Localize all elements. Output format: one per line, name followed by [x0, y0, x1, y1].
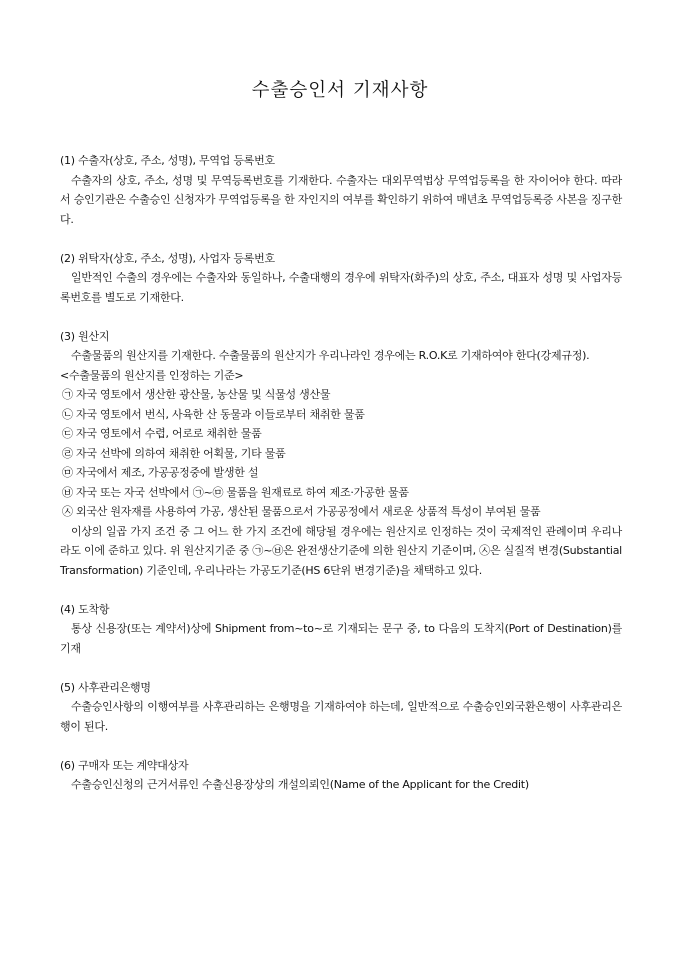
section-origin [60, 327, 622, 581]
criteria-list [60, 385, 622, 522]
section-paragraph: 수출자의 상호, 주소, 성명 및 무역등록번호를 기재한다. 수출자는 대외무역법상 무역업등록을 한 자이어야 한다. 따라서 승인기관은 수출승인 신청자가 무역업등록을 한 자인지의 여부를 확인하기 위하여 매년초 무역업등록증 사본을 징구한다. [60, 173, 622, 226]
section-heading: (3) 원산지 [60, 329, 110, 343]
section-paragraph: 수출승인사항의 이행여부를 사후관리하는 은행명을 기재하여야 하는데, 일반적으로 수출승인외국환은행이 사후관리은행이 된다. [60, 700, 622, 733]
section-paragraph: 일반적인 수출의 경우에는 수출자와 동일하나, 수출대행의 경우에 위탁자(화주)의 상호, 주소, 대표자 성명 및 사업자등록번호를 별도로 기재한다. [60, 271, 622, 304]
section-heading: (6) 구매자 또는 계약대상자 [60, 758, 189, 772]
section-paragraph: 통상 신용장(또는 계약서)상에 Shipment from~to~로 기재되는 문구 중, to 다음의 도착지(Port of Destination)를 기재 [60, 622, 622, 655]
section-heading: (2) 위탁자(상호, 주소, 성명), 사업자 등록번호 [60, 251, 275, 265]
section-heading: (5) 사후관리은행명 [60, 680, 151, 694]
section-paragraph: 수출물품의 원산지를 기재한다. 수출물품의 원산지가 우리나라인 경우에는 R.O.K로 기재하여야 한다(강제규정). [71, 349, 590, 362]
criteria-item: ㉦ 외국산 원자재를 사용하여 가공, 생산된 물품으로서 가공공정에서 새로운 상품적 특성이 부여된 물품 [62, 505, 541, 518]
section-paragraph: 수출승인신청의 근거서류인 수출신용장상의 개설의뢰인(Name of the Applicant for the Credit) [71, 778, 529, 791]
criteria-title: <수출물품의 원산지를 인정하는 기준> [60, 368, 244, 382]
criteria-item: ㉣ 자국 선박에 의하여 채취한 어획물, 기타 물품 [62, 446, 286, 460]
section-heading: (1) 수출자(상호, 주소, 성명), 무역업 등록번호 [60, 154, 275, 167]
document-title: 수출승인서 기재사항 [251, 80, 429, 101]
criteria-item: ㉥ 자국 또는 자국 선박에서 ㉠~㉤ 물품을 원재료로 하여 제조·가공한 물품 [62, 485, 409, 499]
section-closing-paragraph: 이상의 일곱 가지 조건 중 그 어느 한 가지 조건에 해당될 경우에는 원산지로 인정하는 것이 국제적인 관례이며 우리나라도 이에 준하고 있다. 위 원산지기준 중 ㉠~㉥은 완전생산기준에 의한 원산지 기준이며, ㉦은 실질적 변경(Substantial Transformation) 기준인데, 우리나라는 가공도기준(HS 6단위 변경기준)을 채택하고 있다. [60, 524, 622, 577]
section-exporter [60, 151, 622, 229]
section-managing-bank [60, 678, 622, 737]
section-buyer [60, 756, 622, 795]
section-heading: (4) 도착항 [60, 602, 110, 616]
document-body [60, 151, 622, 814]
criteria-item: ㉢ 자국 영토에서 수렵, 어로로 채취한 물품 [62, 427, 262, 440]
section-destination-port [60, 600, 622, 659]
criteria-item: ㉤ 자국에서 제조, 가공공정중에 발생한 설 [62, 466, 259, 479]
criteria-item: ㉡ 자국 영토에서 번식, 사육한 산 동물과 이들로부터 채취한 물품 [62, 407, 365, 421]
criteria-item: ㉠ 자국 영토에서 생산한 광산물, 농산물 및 식물성 생산물 [62, 388, 331, 401]
section-consignor [60, 249, 622, 308]
